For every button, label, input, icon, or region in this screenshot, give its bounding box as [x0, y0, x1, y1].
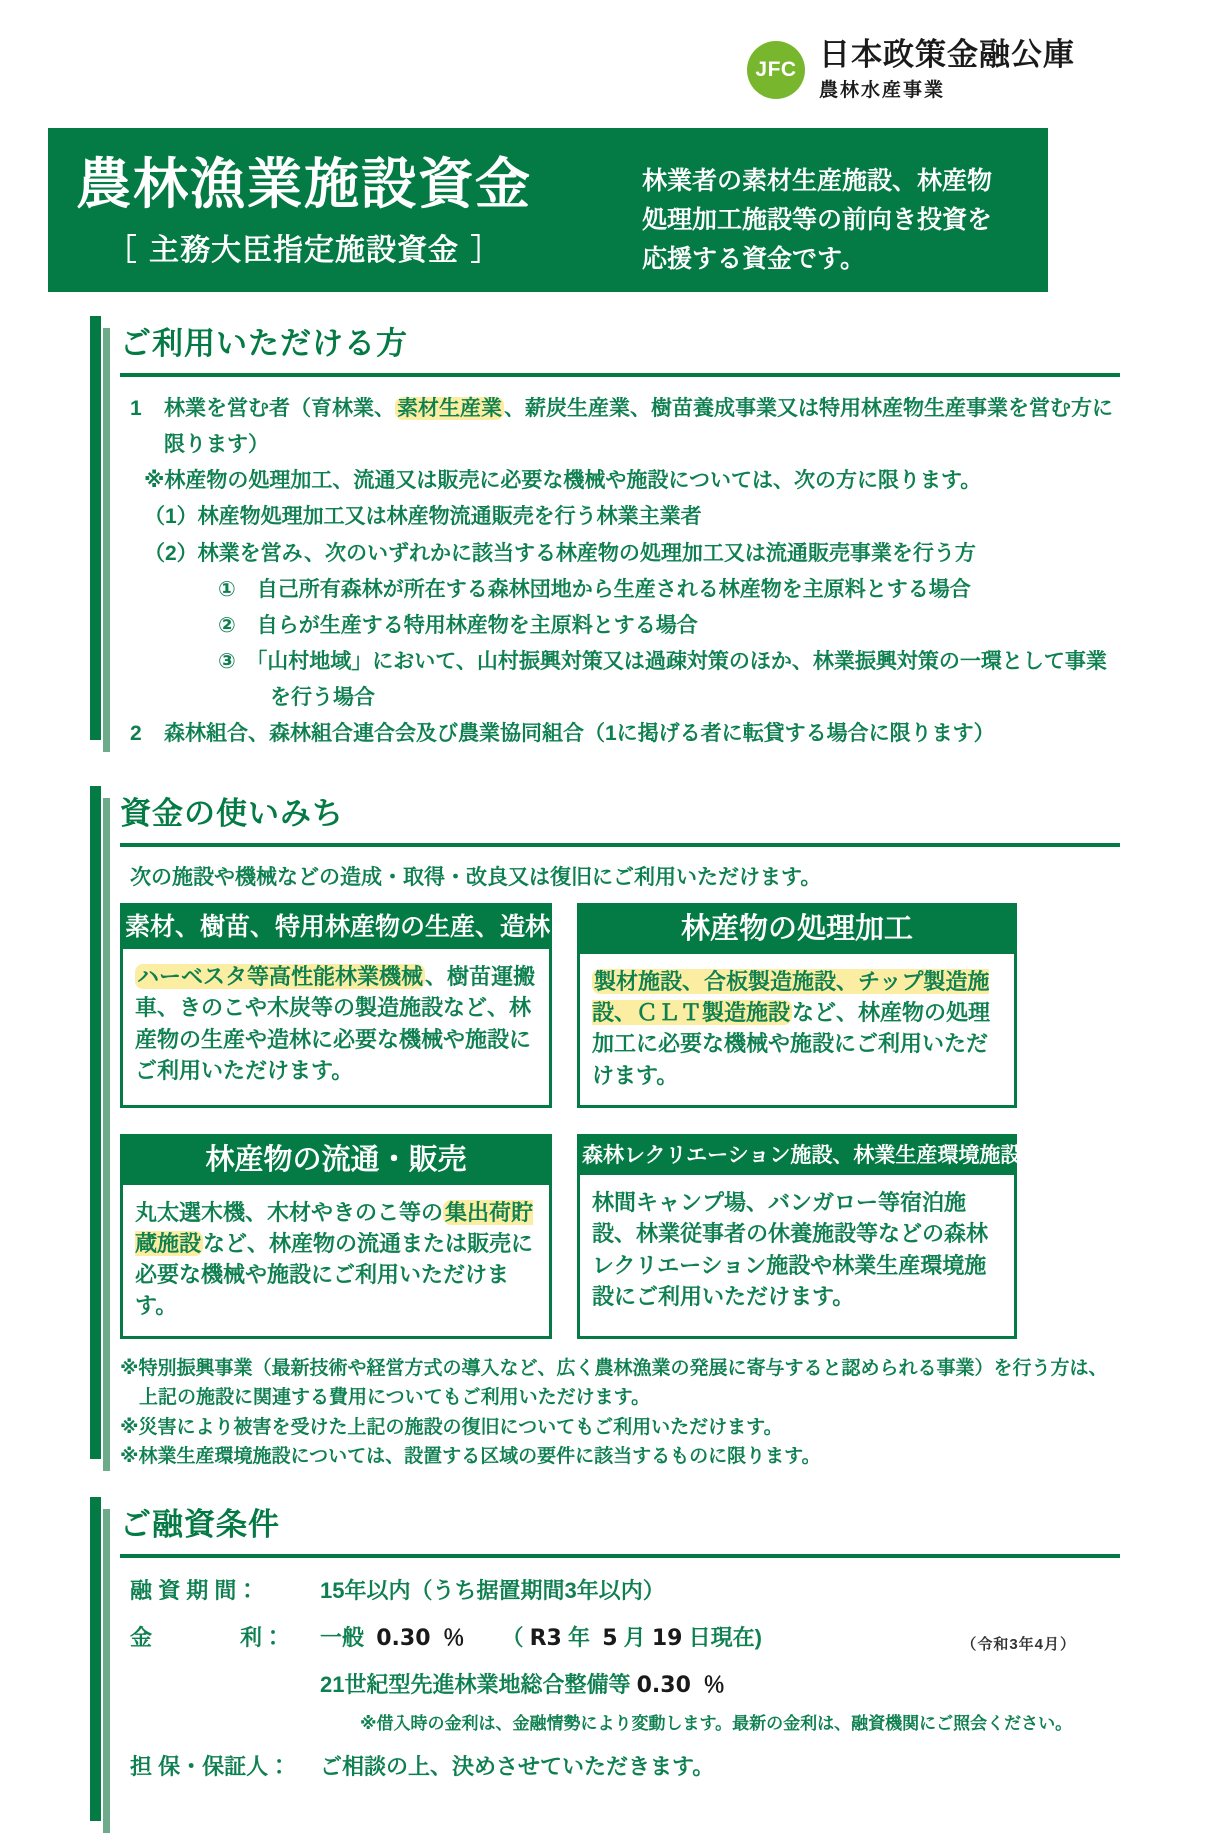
highlight-text: 集出荷貯蔵施設 [135, 1199, 534, 1256]
usage-intro: 次の施設や機械などの造成・取得・改良又は復旧にご利用いただけます。 [130, 866, 822, 890]
banner-description: 林業者の素材生産施設、林産物処理加工施設等の前向き投資を応援する資金です。 [642, 166, 993, 273]
section-heading-eligibility: ご利用いただける方 [120, 316, 1120, 377]
term-row-rate: 金 利： 一般 0.30 ％ （ R3 年 5 月 19 日現在) [130, 1624, 762, 1651]
division-name: 農林水産事業 [819, 80, 946, 102]
highlight-text: ハーベスタ等高性能林業機械 [137, 964, 424, 990]
usage-box-header: 森林レクリエーション施設、林業生産環境施設 [580, 1137, 1014, 1175]
list-item: （2）林業を営み、次のいずれかに該当する林産物の処理加工又は流通販売事業を行う方 [144, 541, 976, 565]
section-bar-shadow [103, 798, 110, 1471]
section-bar [90, 316, 101, 740]
section-usage [90, 786, 1120, 1471]
term-row-collateral: 担 保・保証人： ご相談の上、決めさせていただきます。 [130, 1753, 715, 1779]
day-value: 19 [651, 1625, 683, 1651]
company-name: 日本政策金融公庫 [819, 37, 1075, 72]
list-item: （1）林産物処理加工又は林産物流通販売を行う林業主業者 [144, 505, 702, 529]
section-loan-terms [90, 1497, 1120, 1833]
usage-box-grid [120, 903, 1120, 1338]
rate-note: ※借入時の金利は、金融情勢により変動します。最新の金利は、融資機関にご照会ください。 [360, 1713, 1073, 1733]
usage-box-header: 林産物の流通・販売 [123, 1137, 549, 1185]
usage-box-distribution: 林産物の流通・販売 丸太選木機、木材やきのこ等の集出荷貯蔵施設など、林産物の流通または販売に必要な機械や施設にご利用いただけます。 [120, 1134, 552, 1339]
jfc-circle-icon: JFC [747, 41, 805, 99]
section-bar-shadow [103, 1509, 110, 1833]
usage-box-recreation: 森林レクリエーション施設、林業生産環境施設 林間キャンプ場、バンガロー等宿泊施設、林業従事者の休養施設等などの森林レクリエーション施設や林業生産環境施設にご利用いただけます。 [577, 1134, 1017, 1339]
list-item: ③ 「山村地域」において、山村振興対策又は過疎対策のほか、林業振興対策の一環として事業を行う場合 [218, 649, 1107, 709]
usage-box-header: 素材、樹苗、特用林産物の生産、造林 [123, 906, 549, 949]
note-line: ※林産物の処理加工、流通又は販売に必要な機械や施設については、次の方に限ります。 [144, 469, 982, 493]
section-bar [90, 786, 101, 1459]
usage-box-processing: 林産物の処理加工 製材施設、合板製造施設、チップ製造施設、ＣＬＴ製造施設など、林産物の処理加工に必要な機械や施設にご利用いただけます。 [577, 903, 1017, 1108]
usage-box-header: 林産物の処理加工 [580, 906, 1014, 954]
list-item: 2 森林組合、森林組合連合会及び農業協同組合（1に掲げる者に転貸する場合に限ります） [130, 722, 995, 746]
section-eligibility [90, 316, 1120, 752]
jfc-logo [747, 38, 1075, 102]
rate-value-2: 0.30 [636, 1672, 691, 1698]
usage-notes [120, 1355, 1120, 1471]
list-item: 1 林業を営む者（育林業、素材生産業、薪炭生産業、樹苗養成事業又は特用林産物生産事業を営む方に限ります） [130, 397, 1113, 457]
usage-box-production: 素材、樹苗、特用林産物の生産、造林 ハーベスタ等高性能林業機械、樹苗運搬車、きのこや木炭等の製造施設など、林産物の生産や造林に必要な機械や施設にご利用いただけます。 [120, 903, 552, 1108]
list-item: ② 自らが生産する特用林産物を主原料とする場合 [218, 613, 698, 637]
rate-value: 0.30 [376, 1625, 431, 1651]
issue-date: （令和3年4月） [961, 1636, 1076, 1653]
highlight-text: 素材生産業 [397, 397, 502, 421]
era-value: R3 [529, 1625, 562, 1651]
note-line: ※特別振興事業（最新技術や経営方式の導入など、広く農林漁業の発展に寄与すると認められる事業）を行う方は、 [120, 1357, 1108, 1379]
section-heading-terms: ご融資条件 [120, 1497, 1120, 1558]
section-heading-usage: 資金の使いみち [120, 786, 1120, 847]
page-subtitle: ［ 主務大臣指定施設資金 ］ [106, 232, 502, 268]
note-line: 上記の施設に関連する費用についてもご利用いただけます。 [120, 1387, 651, 1409]
month-value: 5 [602, 1625, 618, 1651]
highlight-text: 製材施設、合板製造施設、チップ製造施設、ＣＬＴ製造施設 [592, 968, 990, 1026]
section-bar-shadow [103, 328, 110, 752]
title-banner [48, 128, 1048, 292]
page-title: 農林漁業施設資金 [76, 151, 533, 217]
note-line: ※林業生産環境施設については、設置する区域の要件に該当するものに限ります。 [120, 1446, 821, 1468]
section-bar [90, 1497, 101, 1821]
note-line: ※災害により被害を受けた上記の施設の復旧についてもご利用いただけます。 [120, 1416, 783, 1438]
list-item: ① 自己所有森林が所在する森林団地から生産される林産物を主原料とする場合 [218, 577, 971, 601]
term-row-period: 融 資 期 間： 15年以内（うち据置期間3年以内） [130, 1577, 665, 1603]
term-row-rate2: 21世紀型先進林業地総合整備等 0.30 ％ [320, 1671, 726, 1698]
logo-row [90, 38, 1120, 102]
